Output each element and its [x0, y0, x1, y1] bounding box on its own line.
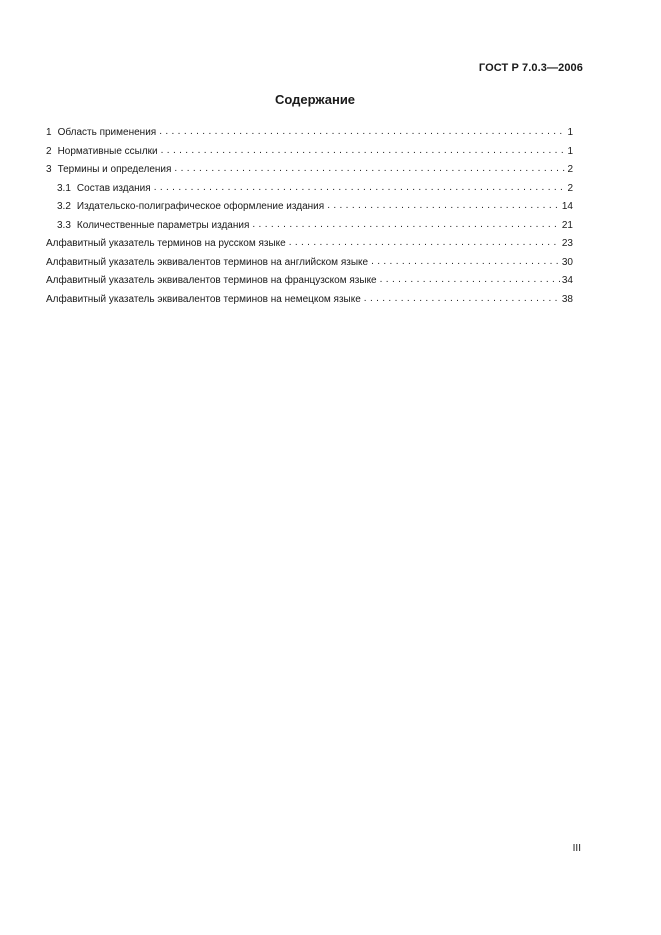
- toc-entry[interactable]: [46, 235, 573, 254]
- toc-leader-dots: [174, 160, 565, 179]
- toc-entry[interactable]: [46, 254, 573, 273]
- toc-entry-label: Термины и определения: [57, 164, 172, 175]
- document-code-header: ГОСТ Р 7.0.3—2006: [478, 62, 583, 74]
- toc-entry-page: 14: [561, 201, 573, 212]
- toc-subentry[interactable]: [46, 180, 573, 199]
- toc-entry-label: Алфавитный указатель терминов на русском языке: [46, 238, 286, 249]
- toc-entry-label: Количественные параметры издания: [76, 219, 250, 231]
- toc-leader-dots: [252, 216, 560, 235]
- toc-entry-label: Нормативные ссылки: [57, 145, 158, 157]
- page-number: III: [572, 843, 581, 854]
- toc-leader-dots: [364, 290, 560, 309]
- toc-leader-dots: [289, 234, 560, 253]
- toc-entry-number: 2: [46, 145, 52, 157]
- toc-entry-number: 3.1: [57, 182, 71, 194]
- toc-entry[interactable]: [46, 272, 573, 291]
- toc-entry-label: Область применения: [57, 127, 157, 138]
- toc-entry-label: Состав издания: [76, 182, 151, 194]
- toc-entry-page: 2: [567, 182, 573, 194]
- table-of-contents: [46, 124, 573, 309]
- toc-entry-number: 3.3: [57, 219, 71, 231]
- toc-entry-label: Алфавитный указатель эквивалентов терминов на немецком языке: [46, 293, 361, 305]
- toc-entry[interactable]: [46, 291, 573, 310]
- toc-entry-page: 30: [561, 256, 573, 268]
- toc-entry-label: Алфавитный указатель эквивалентов терминов на английском языке: [46, 256, 369, 268]
- toc-leader-dots: [371, 253, 560, 272]
- toc-entry-page: 2: [567, 164, 573, 175]
- toc-title: Содержание: [274, 92, 356, 107]
- toc-entry-number: 3.2: [57, 201, 71, 212]
- toc-entry[interactable]: [46, 161, 573, 180]
- toc-entry[interactable]: [46, 124, 573, 143]
- toc-leader-dots: [161, 142, 566, 161]
- toc-entry-page: 34: [561, 275, 573, 286]
- toc-entry-label: Издательско-полиграфическое оформление издания: [76, 201, 325, 212]
- toc-leader-dots: [327, 197, 560, 216]
- toc-entry-page: 38: [561, 293, 573, 305]
- toc-entry-page: 23: [561, 238, 573, 249]
- toc-leader-dots: [159, 123, 565, 142]
- toc-subentry[interactable]: [46, 198, 573, 217]
- toc-entry-number: 3: [46, 164, 52, 175]
- toc-entry-page: 1: [567, 145, 573, 157]
- toc-entry[interactable]: [46, 143, 573, 162]
- toc-entry-page: 1: [567, 127, 573, 138]
- toc-subentry[interactable]: [46, 217, 573, 236]
- toc-entry-number: 1: [46, 127, 52, 138]
- toc-entry-page: 21: [561, 219, 573, 231]
- toc-leader-dots: [154, 179, 566, 198]
- toc-leader-dots: [380, 271, 560, 290]
- toc-entry-label: Алфавитный указатель эквивалентов терминов на французском языке: [46, 275, 377, 286]
